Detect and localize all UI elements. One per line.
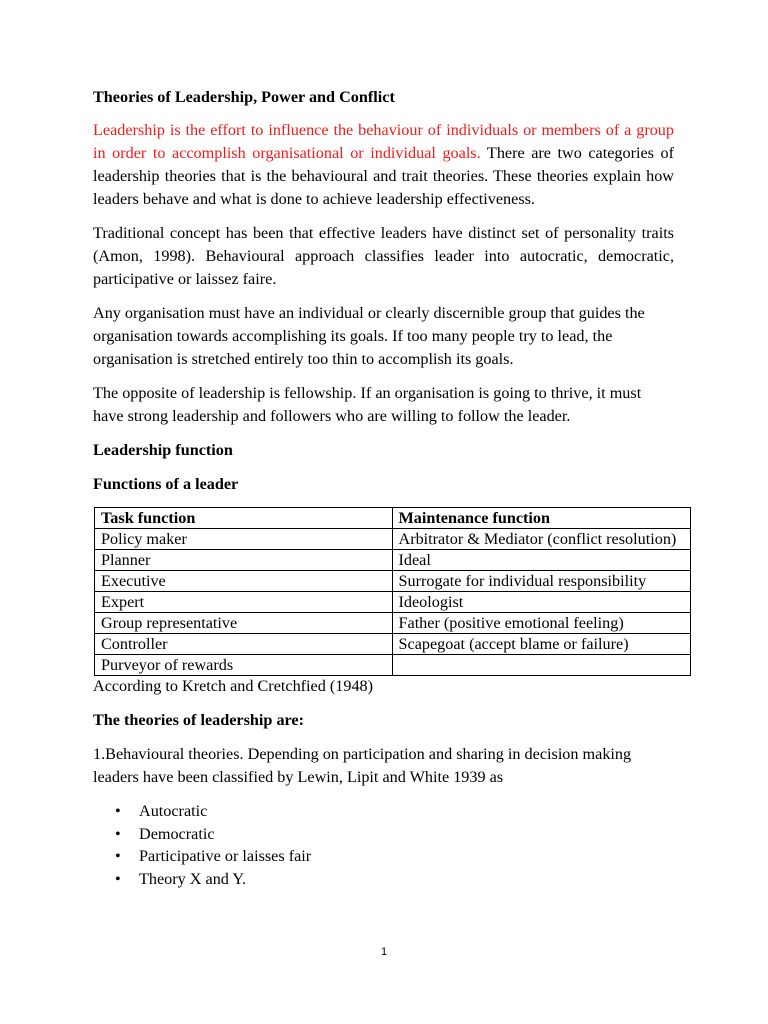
table-row xyxy=(95,634,691,655)
list-item xyxy=(93,823,674,846)
intro-paragraph xyxy=(93,119,674,211)
table-row xyxy=(95,655,691,676)
table-row xyxy=(95,592,691,613)
table-header-maintenance: Maintenance function xyxy=(392,508,691,529)
table-header-row xyxy=(95,508,691,529)
table-row xyxy=(95,550,691,571)
list-item-label: Autocratic xyxy=(139,802,208,820)
table-row xyxy=(95,613,691,634)
behavioural-theories-paragraph: 1.Behavioural theories. Depending on participation and sharing in decision making leaders have been classified by Lewin, Lipit and White 1939 as xyxy=(93,745,632,786)
list-item-label: Democratic xyxy=(139,824,215,843)
table-cell: Controller xyxy=(95,634,393,655)
table-cell xyxy=(392,655,691,676)
theories-heading: The theories of leadership are: xyxy=(93,711,305,729)
list-item-label: Participative or laisses fair xyxy=(139,847,312,865)
list-item xyxy=(93,868,674,891)
leadership-styles-list xyxy=(93,800,674,890)
bullet-icon: • xyxy=(115,802,121,820)
table-cell: Arbitrator & Mediator (conflict resolution) xyxy=(392,529,691,550)
list-item xyxy=(93,845,674,868)
document-title: Theories of Leadership, Power and Conflict xyxy=(93,88,395,106)
table-row xyxy=(95,529,691,550)
table-cell: Ideologist xyxy=(392,592,691,613)
bullet-icon: • xyxy=(115,869,121,888)
bullet-icon: • xyxy=(115,824,121,843)
table-cell: Planner xyxy=(95,550,393,571)
intro-highlight-text: Leadership is the effort to influence the behaviour of individuals or members of a group in order to accomplish organisational or individual goals. xyxy=(93,121,674,162)
bullet-icon: • xyxy=(115,847,121,865)
page-number: 1 xyxy=(380,946,388,958)
table-cell: Surrogate for individual responsibility xyxy=(392,571,691,592)
leadership-function-heading: Leadership function xyxy=(93,441,233,459)
intro-rest-text: There are two categories of leadership theories that is the behavioural and trait theories. These theories explain how leaders behave and what is done to achieve leadership effectiveness. xyxy=(93,144,675,208)
table-cell: Policy maker xyxy=(95,529,393,550)
functions-of-leader-heading: Functions of a leader xyxy=(93,475,239,493)
table-cell: Executive xyxy=(95,571,393,592)
table-cell: Purveyor of rewards xyxy=(95,655,393,676)
functions-table xyxy=(94,507,691,676)
table-cell: Ideal xyxy=(392,550,691,571)
traits-paragraph: Traditional concept has been that effective leaders have distinct set of personality traits (Amon, 1998). Behavioural approach classifies leader into autocratic, democratic, participative or laissez faire. xyxy=(93,224,674,288)
table-header-task: Task function xyxy=(95,508,393,529)
document-page xyxy=(93,86,677,890)
table-cell: Scapegoat (accept blame or failure) xyxy=(392,634,691,655)
list-item xyxy=(93,800,674,823)
table-cell: Father (positive emotional feeling) xyxy=(392,613,691,634)
organisation-paragraph: Any organisation must have an individual or clearly discernible group that guides the organisation towards accomplishing its goals. If too many people try to lead, the organisation is stretched entirely too thin to accomplish its goals. xyxy=(93,304,645,368)
table-source-note: According to Kretch and Cretchfied (1948) xyxy=(93,677,374,695)
list-item-label: Theory X and Y. xyxy=(139,869,246,888)
table-row xyxy=(95,571,691,592)
table-cell: Group representative xyxy=(95,613,393,634)
fellowship-paragraph: The opposite of leadership is fellowship. If an organisation is going to thrive, it must have strong leadership and followers who are willing to follow the leader. xyxy=(93,384,642,425)
table-cell: Expert xyxy=(95,592,393,613)
